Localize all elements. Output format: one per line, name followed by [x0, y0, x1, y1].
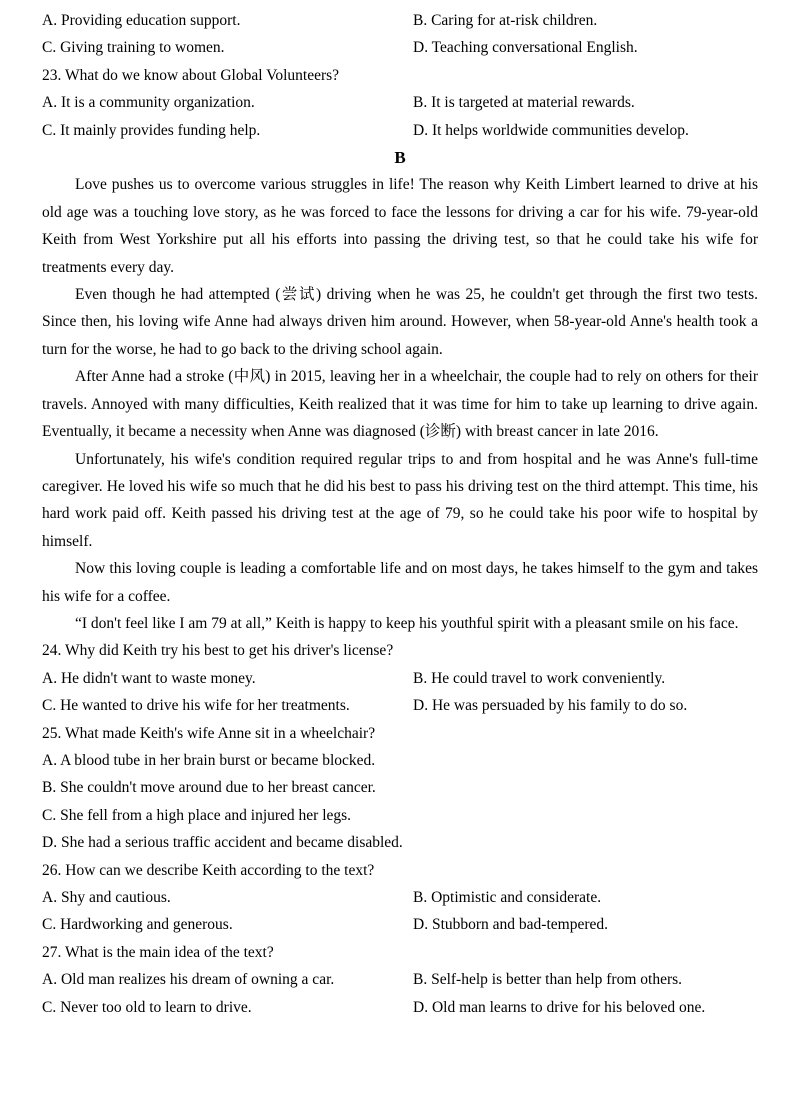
q25-option-d: D. She had a serious traffic accident and became disabled.: [42, 834, 403, 852]
passage-paragraph-2: Even though he had attempted (尝试) driving when he was 25, he couldn't get through the first two tests. Since then, his loving wife Anne had always driven him around. However, when 58-year-old Anne's health took a turn for the worse, he had to go back to the driving school again.: [42, 286, 758, 358]
q24-option-d: D. He was persuaded by his family to do so.: [413, 697, 688, 715]
q26-option-b: B. Optimistic and considerate.: [413, 889, 602, 906]
q23-options-row-1: [42, 89, 758, 116]
q25-option-c: C. She fell from a high place and injured her legs.: [42, 806, 352, 824]
q27-options-row-2: [42, 994, 758, 1021]
passage-paragraph-1: Love pushes us to overcome various struggles in life! The reason why Keith Limbert learned to drive at his old age was a touching love story, as he was forced to face the lessons for driving a car for his wife. 79-year-old Keith from West Yorkshire put all his efforts into passing the driving test, so that he could take his wife for treatments every day.: [42, 176, 758, 276]
q22-option-d: D. Teaching conversational English.: [413, 39, 638, 57]
q27-option-d: D. Old man learns to drive for his beloved one.: [413, 998, 706, 1016]
q24-question: 24. Why did Keith try his best to get his driver's license?: [42, 642, 394, 660]
q22-options-row-2: [42, 34, 758, 61]
q27-question: 27. What is the main idea of the text?: [42, 943, 274, 961]
passage-paragraph-4: Unfortunately, his wife's condition required regular trips to and from hospital and he was Anne's full-time caregiver. He loved his wife so much that he did his best to pass his driving test on the third attempt. This time, his hard work paid off. Keith passed his driving test at the age of 79, so he could take his poor wife to hospital by himself.: [42, 450, 758, 550]
q23-option-b: B. It is targeted at material rewards.: [413, 94, 635, 112]
q24-option-b: B. He could travel to work conveniently.: [413, 669, 666, 687]
q22-option-a: A. Providing education support.: [42, 12, 241, 29]
passage-paragraph-3: After Anne had a stroke (中风) in 2015, leaving her in a wheelchair, the couple had to rely on others for their travels. Annoyed with many difficulties, Keith realized that it was time for him to take up learning to drive again. Eventually, it became a necessity when Anne was diagnosed (诊断) with breast cancer in late 2016.: [42, 368, 758, 441]
q24-option-a: A. He didn't want to waste money.: [42, 669, 256, 687]
q23-option-d: D. It helps worldwide communities develop.: [413, 121, 689, 139]
q26-option-d: D. Stubborn and bad-tempered.: [413, 916, 608, 934]
q26-options-row-2: [42, 911, 758, 938]
section-b-heading: B: [394, 148, 406, 168]
q24-options-row-1: [42, 665, 758, 692]
passage-paragraph-6: “I don't feel like I am 79 at all,” Keith is happy to keep his youthful spirit with a pleasant smile on his face.: [75, 614, 739, 632]
passage-paragraph-5: Now this loving couple is leading a comfortable life and on most days, he takes himself to the gym and takes his wife for a coffee.: [42, 560, 758, 605]
q25-option-a: A. A blood tube in her brain burst or became blocked.: [42, 751, 376, 769]
q23-option-c: C. It mainly provides funding help.: [42, 121, 261, 139]
q27-option-b: B. Self-help is better than help from others.: [413, 971, 683, 989]
q22-options-row-1: [42, 7, 758, 34]
q25-question: 25. What made Keith's wife Anne sit in a wheelchair?: [42, 724, 376, 742]
q27-option-c: C. Never too old to learn to drive.: [42, 998, 252, 1016]
q24-options-row-2: [42, 692, 758, 719]
q26-question: 26. How can we describe Keith according to the text?: [42, 861, 375, 879]
q23-option-a: A. It is a community organization.: [42, 94, 255, 112]
q25-option-b: B. She couldn't move around due to her breast cancer.: [42, 779, 376, 797]
q26-option-c: C. Hardworking and generous.: [42, 916, 233, 934]
q22-option-b: B. Caring for at-risk children.: [413, 12, 598, 29]
q23-options-row-2: [42, 117, 758, 144]
q26-option-a: A. Shy and cautious.: [42, 889, 171, 906]
q27-options-row-1: [42, 966, 758, 993]
q26-options-row-1: [42, 884, 758, 911]
q24-option-c: C. He wanted to drive his wife for her treatments.: [42, 697, 350, 715]
q23-question: 23. What do we know about Global Volunteers?: [42, 66, 340, 84]
q22-option-c: C. Giving training to women.: [42, 39, 225, 57]
q27-option-a: A. Old man realizes his dream of owning a car.: [42, 971, 335, 989]
